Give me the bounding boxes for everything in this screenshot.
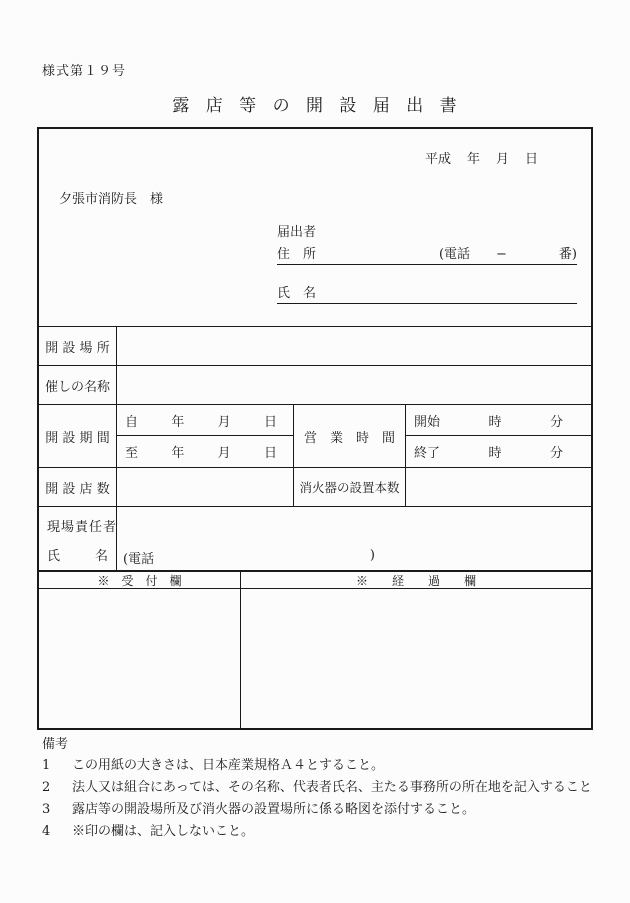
address-line bbox=[277, 243, 577, 265]
hours-start-prefix: 開始 bbox=[414, 414, 441, 430]
remarks-block bbox=[42, 735, 602, 843]
remark-item-4 bbox=[42, 821, 602, 843]
remark-number: 4 bbox=[42, 824, 51, 839]
hours-end-hour: 時 bbox=[488, 446, 502, 461]
site-manager-label-shi: 氏 bbox=[47, 549, 61, 564]
reception-column-header: ※ 受 付 欄 bbox=[39, 572, 241, 588]
period-from-year: 年 bbox=[171, 414, 185, 430]
period-to-year: 年 bbox=[171, 446, 185, 461]
addressee: 夕張市消防長 様 bbox=[59, 192, 164, 207]
hours-end-prefix: 終了 bbox=[414, 446, 441, 461]
remarks-heading: 備考 bbox=[42, 737, 69, 752]
site-manager-value-cell bbox=[117, 507, 591, 570]
remark-text: 露店等の開設場所及び消火器の設置場所に係る略図を添付すること。 bbox=[72, 802, 476, 817]
date-day-label: 日 bbox=[524, 152, 538, 167]
form-number: 様式第１９号 bbox=[42, 64, 127, 79]
site-manager-phone-line bbox=[123, 548, 375, 567]
progress-box bbox=[241, 589, 591, 728]
site-manager-phone-close: ) bbox=[369, 548, 375, 563]
page-title: 露 店 等 の 開 設 届 出 書 bbox=[172, 96, 458, 116]
period-to-month: 月 bbox=[217, 446, 231, 461]
period-from-day: 日 bbox=[263, 414, 277, 430]
site-manager-label bbox=[39, 507, 117, 570]
stall-count-label: 開 設 店 数 bbox=[39, 468, 117, 506]
site-manager-row bbox=[39, 507, 591, 570]
office-use-boxes-row bbox=[39, 589, 591, 728]
date-era: 平成 bbox=[424, 152, 451, 167]
address-label: 住 所 bbox=[277, 247, 317, 262]
hours-start-hour: 時 bbox=[488, 414, 502, 430]
opening-place-value-cell bbox=[117, 327, 591, 365]
opening-period-label: 開 設 期 間 bbox=[39, 405, 117, 467]
date-year-label: 年 bbox=[466, 152, 480, 167]
address-phone-note: (電話 − 番) bbox=[438, 247, 577, 262]
period-to-day: 日 bbox=[263, 446, 277, 461]
form-header-cell bbox=[39, 129, 591, 327]
period-to-prefix: 至 bbox=[125, 446, 139, 461]
remark-item-1 bbox=[42, 755, 602, 777]
office-use-header-row bbox=[39, 570, 591, 589]
stall-count-row bbox=[39, 468, 591, 507]
hours-end-row bbox=[406, 436, 591, 467]
notification-form-table bbox=[37, 127, 593, 730]
name-line bbox=[277, 282, 577, 304]
period-from-month: 月 bbox=[217, 414, 231, 430]
opening-place-label: 開 設 場 所 bbox=[39, 327, 117, 365]
period-from-prefix: 自 bbox=[125, 414, 139, 430]
remark-number: 1 bbox=[42, 758, 51, 773]
name-label: 氏 名 bbox=[277, 286, 317, 301]
period-to-row bbox=[117, 436, 293, 467]
remark-number: 3 bbox=[42, 802, 51, 817]
remark-text: ※印の欄は、記入しないこと。 bbox=[72, 824, 255, 839]
hours-end-minute: 分 bbox=[549, 446, 563, 461]
stall-count-value-cell bbox=[117, 468, 294, 506]
event-name-value-cell bbox=[117, 366, 591, 404]
site-manager-label-line1: 現場責任者 bbox=[47, 520, 118, 535]
business-hours-label: 営 業 時 間 bbox=[294, 405, 406, 467]
reception-box bbox=[39, 589, 241, 728]
site-manager-label-line2 bbox=[47, 545, 108, 564]
period-hours-row bbox=[39, 405, 591, 468]
site-manager-phone-open: (電話 bbox=[123, 552, 155, 567]
site-manager-label-mei: 名 bbox=[94, 549, 108, 564]
date-line bbox=[425, 148, 538, 167]
remark-item-3 bbox=[42, 799, 602, 821]
event-name-label: 催しの名称 bbox=[39, 366, 117, 404]
hours-start-row bbox=[406, 405, 591, 436]
business-hours-cells bbox=[406, 405, 591, 467]
event-name-row bbox=[39, 366, 591, 405]
period-from-row bbox=[117, 405, 293, 436]
extinguisher-count-label: 消火器の設置本数 bbox=[294, 468, 406, 506]
extinguisher-count-value-cell bbox=[406, 468, 591, 506]
remark-text: この用紙の大きさは、日本産業規格Ａ４とすること。 bbox=[72, 758, 385, 773]
remark-item-2 bbox=[42, 777, 602, 799]
remark-number: 2 bbox=[42, 780, 51, 795]
date-month-label: 月 bbox=[495, 152, 509, 167]
notifier-label: 届出者 bbox=[277, 225, 317, 240]
opening-place-row bbox=[39, 327, 591, 366]
opening-period-cells bbox=[117, 405, 294, 467]
remark-text: 法人又は組合にあっては、その名称、代表者氏名、主たる事務所の所在地を記入すること bbox=[72, 780, 592, 795]
notifier-block bbox=[277, 223, 577, 304]
hours-start-minute: 分 bbox=[549, 414, 563, 430]
progress-column-header: ※ 経 過 欄 bbox=[355, 573, 476, 588]
